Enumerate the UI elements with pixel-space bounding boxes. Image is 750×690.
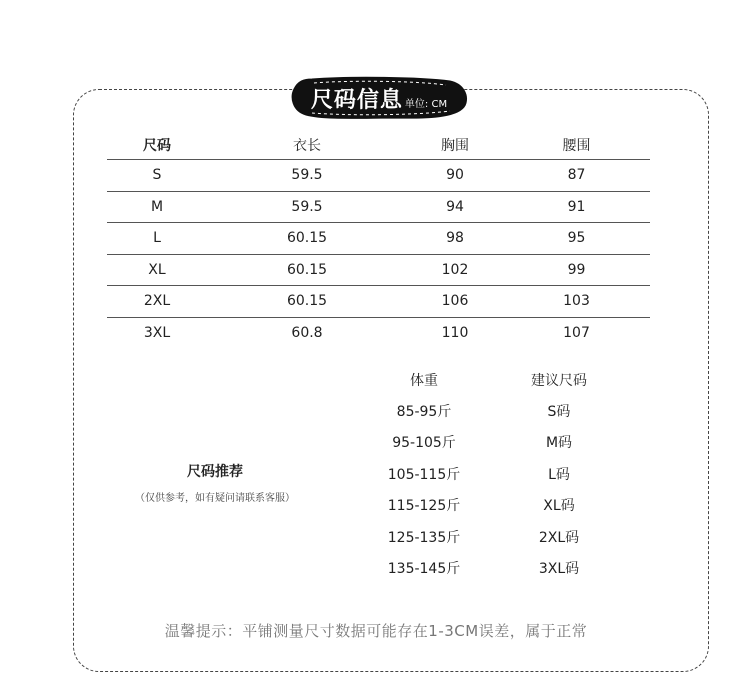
recommend-label: 尺码推荐 <box>187 464 243 480</box>
cell-weight: 125-135斤 <box>387 529 461 546</box>
cell-chest: 90 <box>446 167 464 184</box>
recommend-row <box>375 427 645 458</box>
cell-size: S <box>152 167 162 184</box>
cell-length: 60.15 <box>286 261 328 278</box>
cell-waist: 95 <box>567 230 586 247</box>
cell-waist: 87 <box>567 167 586 184</box>
header-chest: 胸围 <box>441 137 469 154</box>
cell-weight: 95-105斤 <box>392 435 456 452</box>
table-row <box>107 286 650 318</box>
cell-suggested-size: S码 <box>547 404 571 421</box>
cell-waist: 91 <box>567 198 586 215</box>
header-suggested-size: 建议尺码 <box>531 372 587 389</box>
recommend-row <box>375 395 645 426</box>
table-row <box>107 160 650 192</box>
cell-size: 2XL <box>143 293 171 310</box>
table-row <box>107 223 650 255</box>
recommend-note: （仅供参考，如有疑问请联系客服） <box>135 493 295 504</box>
cell-waist: 103 <box>563 293 590 310</box>
recommend-row <box>375 458 645 489</box>
table-row <box>107 192 650 224</box>
recommend-table <box>375 364 645 584</box>
title-main: 尺码信息 <box>310 87 403 113</box>
measurement-tip: 温馨提示：平铺测量尺寸数据可能存在1-3CM误差，属于正常 <box>164 622 588 640</box>
cell-suggested-size: M码 <box>545 435 573 452</box>
cell-suggested-size: L码 <box>548 466 570 483</box>
recommend-row <box>375 552 645 583</box>
size-table <box>107 130 650 349</box>
recommend-header-row <box>375 364 645 395</box>
title-unit: 单位: CM <box>404 98 448 110</box>
cell-size: 3XL <box>143 325 171 342</box>
cell-chest: 94 <box>446 198 464 215</box>
table-row <box>107 255 650 287</box>
recommend-row <box>375 521 645 552</box>
cell-suggested-size: XL码 <box>543 498 575 515</box>
cell-weight: 85-95斤 <box>396 404 452 421</box>
cell-chest: 102 <box>441 261 469 278</box>
title-badge <box>290 75 468 121</box>
table-row <box>107 318 650 350</box>
cell-weight: 115-125斤 <box>387 498 461 515</box>
cell-length: 60.15 <box>286 293 328 310</box>
cell-weight: 105-115斤 <box>387 466 461 483</box>
cell-weight: 135-145斤 <box>387 561 461 578</box>
cell-length: 59.5 <box>291 198 323 215</box>
cell-waist: 107 <box>563 325 590 342</box>
header-length: 衣长 <box>293 137 321 154</box>
cell-length: 60.15 <box>286 230 328 247</box>
header-size: 尺码 <box>143 137 171 154</box>
cell-waist: 99 <box>567 261 586 278</box>
cell-chest: 98 <box>446 230 464 247</box>
header-weight: 体重 <box>410 372 438 389</box>
cell-chest: 106 <box>441 293 469 310</box>
cell-size: M <box>150 198 164 215</box>
cell-chest: 110 <box>441 325 469 342</box>
recommend-row <box>375 490 645 521</box>
cell-size: XL <box>148 261 166 278</box>
cell-suggested-size: 3XL码 <box>538 561 580 578</box>
header-waist: 腰围 <box>562 137 591 154</box>
cell-size: L <box>153 230 161 247</box>
table-header-row <box>107 130 650 160</box>
cell-length: 59.5 <box>291 167 323 184</box>
cell-suggested-size: 2XL码 <box>538 529 580 546</box>
cell-length: 60.8 <box>291 325 323 342</box>
